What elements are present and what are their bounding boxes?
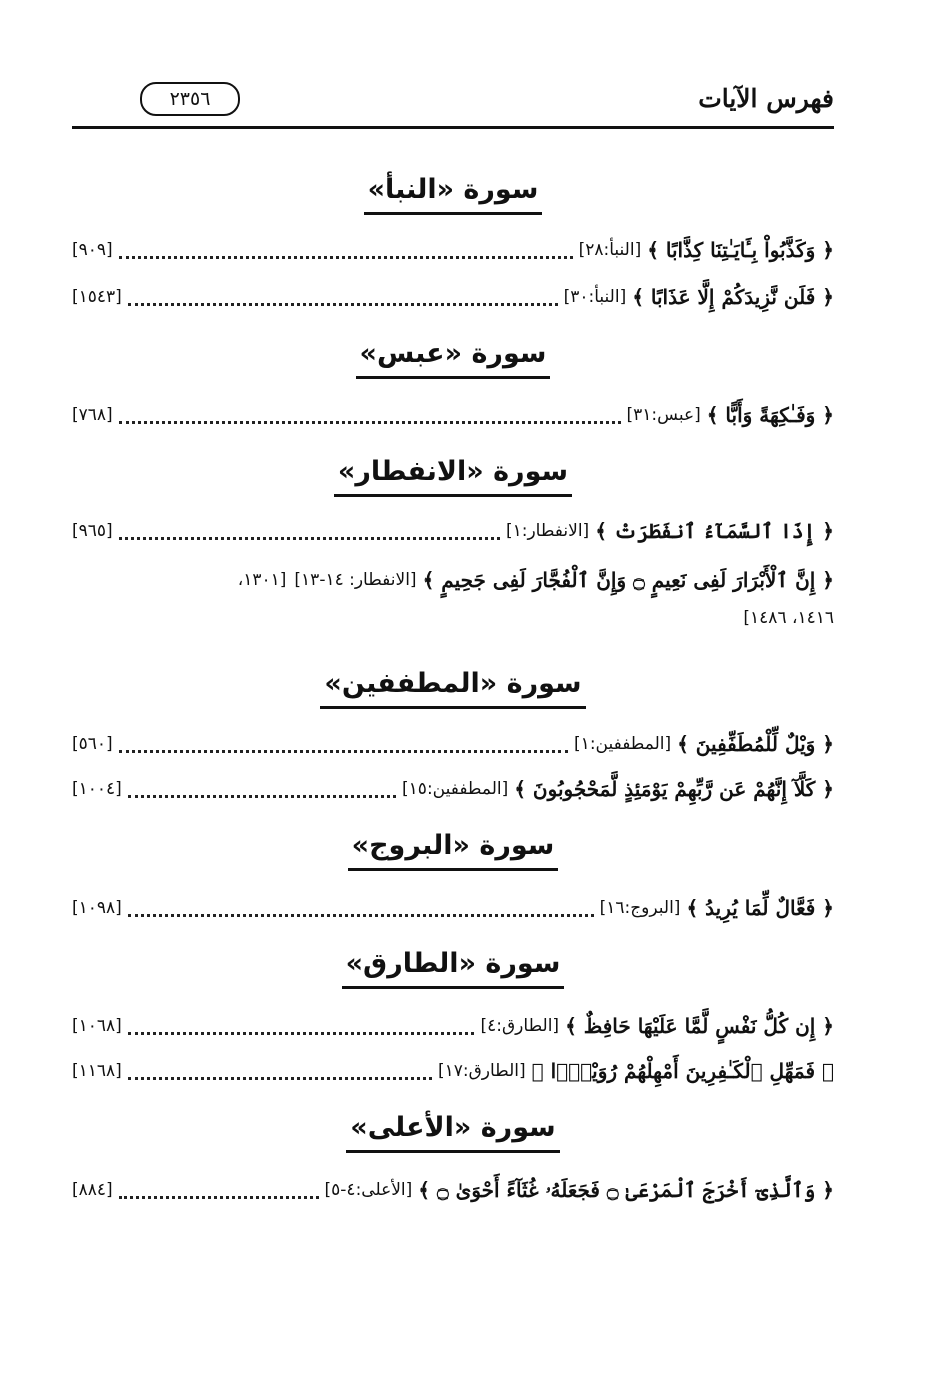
surah-heading: سورة «عبس» [72,336,834,380]
page-reference: [١٠٠٤] [72,779,122,799]
verse-reference: [البروج:١٦] [599,898,681,918]
page-reference: [١١٦٨] [72,1061,122,1081]
verse-text: ﴿ إِن كُلُّ نَفْسٍ لَّمَّا عَلَيْهَا حَافِظٌ ﴾ [565,1014,834,1038]
page-reference-continuation: ١٤١٦، ١٤٨٦] [743,608,834,628]
verse-row [72,232,834,268]
verse-row [72,397,834,433]
verse-row [72,513,834,549]
verse-reference: [الطارق:١٧] [437,1061,526,1081]
verse-reference: [المطففين:١٥] [402,779,509,799]
leader-dots [119,519,500,540]
verse-text: ﴿ فَلَن نَّزِيدَكُمْ إِلَّا عَذَابًا ﴾ [632,285,834,309]
page-title: فهرس الآيات [698,84,834,113]
surah-heading: سورة «الأعلى» [72,1110,834,1154]
verse-row [72,771,834,807]
verse-row [72,890,834,926]
verse-text: ﴿ إِنَّ ٱلْأَبْرَارَ لَفِى نَعِيمٍ ۝ وَإِنَّ ٱلْفُجَّارَ لَفِى جَحِيمٍ ﴾ [422,568,834,592]
surah-heading: سورة «الانفطار» [72,454,834,498]
verse-row [72,279,834,315]
surah-heading: سورة «المطففين» [72,666,834,710]
verse-reference: [الأعلى:٤-٥] [324,1180,413,1200]
verse-reference: [الانفطار:١] [505,521,590,541]
verse-reference: [النبأ:٣٠] [563,287,627,307]
leader-dots [128,1059,432,1080]
verse-row [72,726,834,762]
surah-heading: سورة «الطارق» [72,946,834,990]
verse-text: ﴿ وَٱلَّذِىٓ أَخْرَجَ ٱلْمَرْعَىٰ ۝ فَجَعَلَهُۥ غُثَآءً أَحْوَىٰ ۝ ﴾ [418,1178,834,1202]
page-reference: [٧٦٨] [72,405,113,425]
verse-reference: [الانفطار: ١٤-١٣] [294,570,417,590]
page-reference: [٩٦٥] [72,521,113,541]
verse-text: ﴿ فَمَهِّلِ ٱلْكَـٰفِرِينَ أَمْهِلْهُمْ رُوَيْدًۢا ﴾ [531,1059,834,1083]
page-header [72,78,834,129]
verse-row [72,1172,834,1208]
verse-text: ﴿ فَعَّالٌ لِّمَا يُرِيدُ ﴾ [686,896,834,920]
surah-heading: سورة «النبأ» [72,172,834,216]
page-reference: [٨٨٤] [72,1180,113,1200]
verse-reference: [عبس:٣١] [626,405,701,425]
verse-row [72,1008,834,1044]
page-number: ٢٣٥٦ [140,82,240,116]
verse-row [72,1053,834,1089]
verse-reference: [الطارق:٤] [480,1016,560,1036]
page-reference: [١٣٠١، [237,570,287,590]
verse-text: ﴿ وَيْلٌ لِّلْمُطَفِّفِينَ ﴾ [677,732,834,756]
leader-dots [119,238,573,259]
verse-reference: [النبأ:٢٨] [578,240,642,260]
leader-dots [128,285,558,306]
verse-text: ﴿ وَكَذَّبُواْ بِـَٔايَـٰتِنَا كِذَّابًا ﴾ [647,238,834,262]
page-reference: [١٠٩٨] [72,898,122,918]
leader-dots [119,403,621,424]
leader-dots [119,1178,319,1199]
leader-dots [119,732,568,753]
page-reference: [٥٦٠] [72,734,113,754]
page-reference: [١٠٦٨] [72,1016,122,1036]
verse-row [72,562,834,598]
verse-text: ﴿ كَلَّآ إِنَّهُمْ عَن رَّبِّهِمْ يَوْمَئِذٍ لَّمَحْجُوبُونَ ﴾ [514,777,834,801]
verse-reference: [المطففين:١] [574,734,672,754]
verse-text: ﴿ وَفَـٰكِهَةً وَأَبًّا ﴾ [706,403,834,427]
leader-dots [128,896,594,917]
leader-dots [128,1014,475,1035]
verse-text: ﴿ إِذَا ٱلسَّمَآءُ ٱنفَطَرَتْ ﴾ [595,519,834,543]
leader-dots [128,777,396,798]
page-reference: [٩٠٩] [72,240,113,260]
surah-heading: سورة «البروج» [72,828,834,872]
page-reference: [١٥٤٣] [72,287,122,307]
